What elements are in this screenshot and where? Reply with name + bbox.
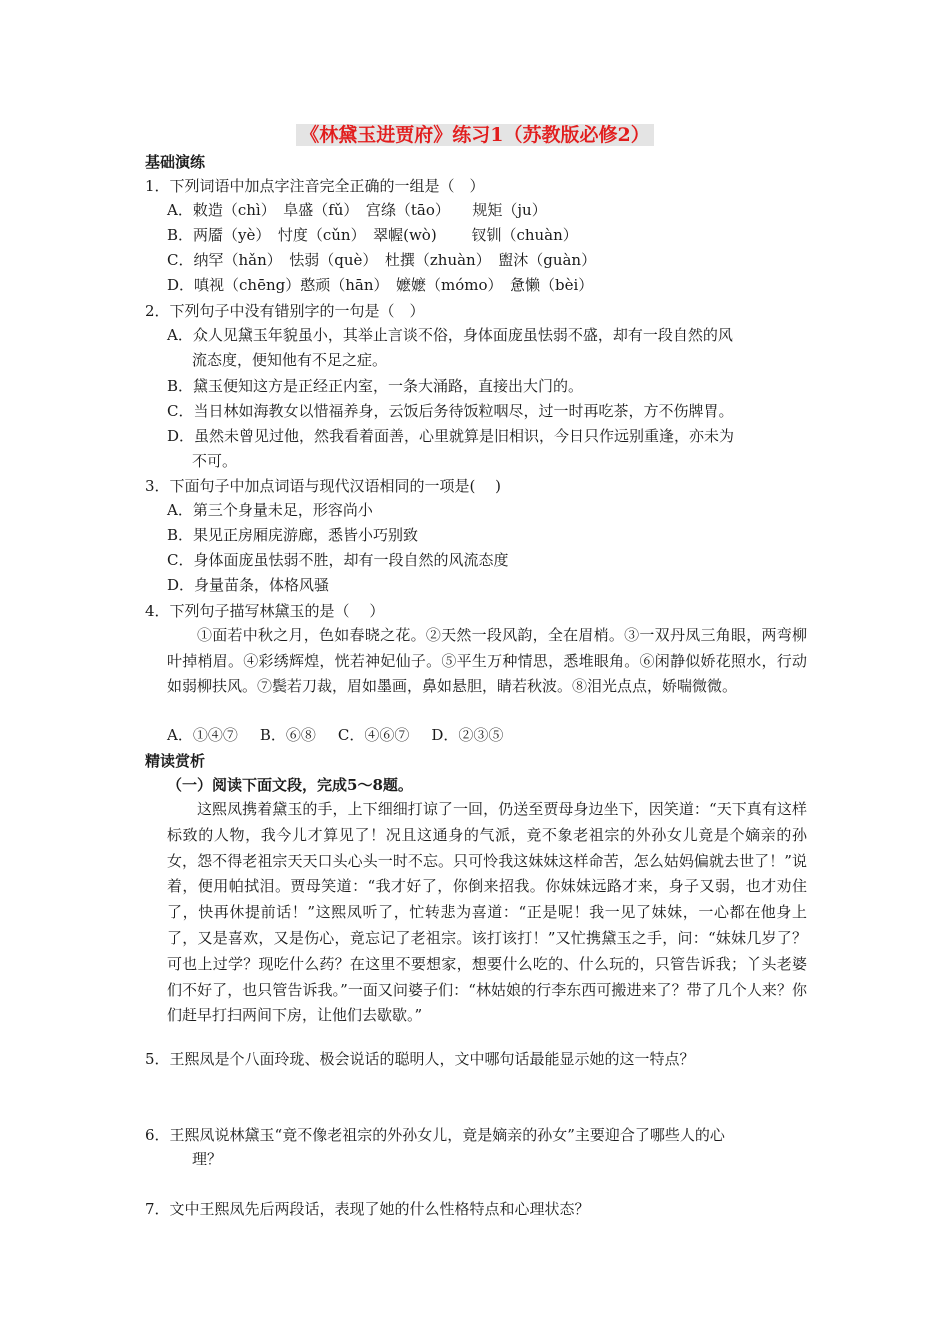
question-2-option-c: C．当日林如海教女以惜福养身，云饭后务待饭粒咽尽，过一时再吃茶，方不伤牌胃。 <box>167 402 734 420</box>
question-2-stem: 2．下列句子中没有错别字的一句是（ ） <box>145 302 425 320</box>
question-2-option-d-line2: 不可。 <box>192 452 238 470</box>
question-4-answer-b: B．⑥⑧ <box>259 726 316 744</box>
question-4-paragraph: ①面若中秋之月，色如春晓之花。②天然一段风韵，全在眉梢。③一双丹凤三角眼，两弯柳叶掉梢眉。④彩绣辉煌，恍若神妃仙子。⑤平生万种情思，悉堆眼角。⑥闲静似娇花照水，行动如弱柳扶风。⑦鬓若刀裁，眉如墨画，鼻如悬胆，睛若秋波。⑧泪光点点，娇喘微微。 <box>167 626 807 696</box>
question-4-answer-c: C．④⑥⑦ <box>337 726 410 744</box>
question-4-answer-d: D．②③⑤ <box>431 726 504 744</box>
question-6-line1: 6．王熙凤说林黛玉“竟不像老祖宗的外孙女儿，竟是嫡亲的孙女”主要迎合了哪些人的心 <box>145 1126 725 1144</box>
question-1-option-c: C．纳罕（hǎn） 怯弱（què） 杜撰（zhuàn） 盥沐（guàn） <box>167 251 597 269</box>
reading-heading: （一）阅读下面文段，完成5～8题。 <box>167 776 413 794</box>
section-heading-reading: 精读赏析 <box>145 752 206 770</box>
question-1-option-d: D．嗔视（chēng）憨顽（hān） 嬷嬷（mómo） 惫懒（bèi） <box>167 276 594 294</box>
question-3-option-a: A．第三个身量未足，形容尚小 <box>167 501 373 519</box>
question-2-option-a-line1: A．众人见黛玉年貌虽小，其举止言谈不俗，身体面庞虽怯弱不盛，却有一段自然的风 <box>167 326 733 344</box>
question-4-answers <box>167 723 525 747</box>
question-3-option-b: B．果见正房厢庑游廊，悉皆小巧别致 <box>167 526 419 544</box>
section-heading-basic: 基础演练 <box>145 153 206 171</box>
question-2-option-d-line1: D．虽然未曾见过他，然我看着面善，心里就算是旧相识，今日只作远别重逢，亦未为 <box>167 427 735 445</box>
document-title: 《林黛玉进贾府》练习1（苏教版必修2） <box>0 122 950 148</box>
question-2-option-a-line2: 流态度，便知他有不足之症。 <box>192 351 388 369</box>
question-2-option-b: B．黛玉便知这方是正经正内室，一条大涌路，直接出大门的。 <box>167 377 584 395</box>
question-3-option-c: C．身体面庞虽怯弱不胜，却有一段自然的风流态度 <box>167 551 509 569</box>
question-1-stem: 1．下列词语中加点字注音完全正确的一组是（ ） <box>145 177 485 195</box>
question-3-option-d: D．身量苗条，体格风骚 <box>167 576 330 594</box>
question-3-stem: 3．下面句子中加点词语与现代汉语相同的一项是( ) <box>145 477 502 495</box>
question-4-stem: 4．下列句子描写林黛玉的是（ ） <box>145 602 385 620</box>
question-1-option-a: A．敕造（chì） 阜盛（fǔ） 宫绦（tāo） 规矩（ju） <box>167 201 547 219</box>
question-7: 7．文中王熙凤先后两段话，表现了她的什么性格特点和心理状态？ <box>145 1200 590 1218</box>
question-5: 5．王熙凤是个八面玲珑、极会说话的聪明人，文中哪句话最能显示她的这一特点？ <box>145 1050 695 1068</box>
question-4-answer-a: A．①④⑦ <box>167 726 238 744</box>
question-6-line2: 理？ <box>192 1150 223 1168</box>
reading-passage: 这熙凤携着黛玉的手，上下细细打谅了一回，仍送至贾母身边坐下，因笑道：“天下真有这样标致的人物，我今儿才算见了！况且这通身的气派，竟不象老祖宗的外孙女儿竟是个嫡亲的孙女，怨不得老祖宗天天口头心头一时不忘。只可怜我这妹妹这样命苦，怎么姑妈偏就去世了！”说着，便用帕拭泪。贾母笑道：“我才好了，你倒来招我。你妹妹远路才来，身子又弱，也才劝住了，快再休提前话！”这熙凤听了，忙转悲为喜道：“正是呢！我一见了妹妹，一心都在他身上了，又是喜欢，又是伤心，竟忘记了老祖宗。该打该打！”又忙携黛玉之手，问：“妹妹几岁了？可也上过学？现吃什么药？在这里不要想家，想要什么吃的、什么玩的，只管告诉我；丫头老婆们不好了，也只管告诉我。”一面又问婆子们：“林姑娘的行李东西可搬进来了？带了几个人来？你们赶早打扫两间下房，让他们去歇歇。” <box>167 800 807 1025</box>
question-1-option-b: B．两靥（yè） 忖度（cǔn） 翠幄(wò) 钗钏（chuàn） <box>167 226 578 244</box>
